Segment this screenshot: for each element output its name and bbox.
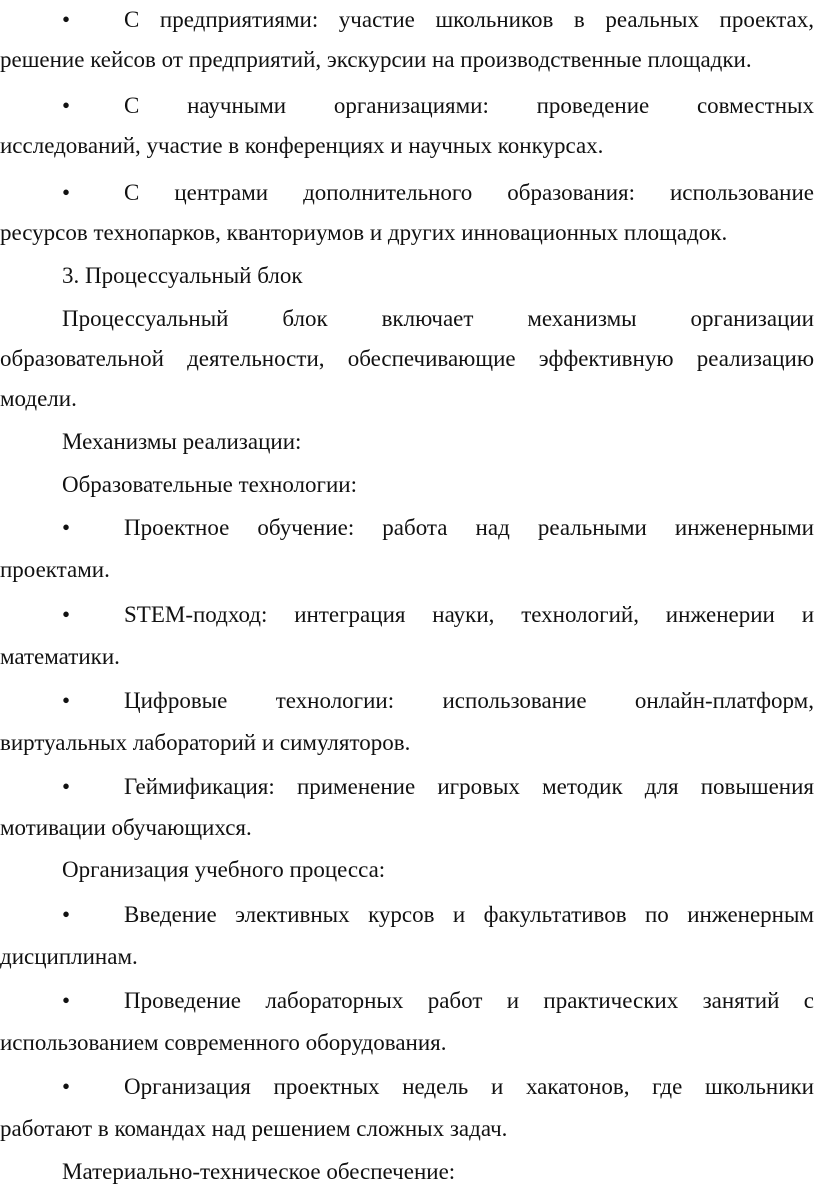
bullet-icon: •	[62, 180, 71, 205]
bullet-icon: •	[62, 602, 71, 627]
bullet-item-enterprises	[62, 5, 814, 35]
paragraph-line: Организация проектных недель и хакатонов, где школьники	[124, 1074, 814, 1099]
bullet-item-stem	[62, 600, 814, 630]
bullet-icon: •	[62, 93, 71, 118]
bullet-item-project-learning	[62, 513, 814, 543]
section-heading: 3. Процессуальный блок	[62, 263, 303, 288]
bullet-icon: •	[62, 688, 71, 713]
subheading-mechanisms: Механизмы реализации:	[62, 429, 302, 454]
bullet-item-edu-centers	[62, 178, 814, 208]
paragraph-line: ресурсов технопарков, кванториумов и других инновационных площадок.	[0, 220, 728, 245]
paragraph-line: работают в командах над решением сложных задач.	[0, 1116, 508, 1141]
paragraph-line: Проектное обучение: работа над реальными инженерными	[124, 515, 814, 540]
bullet-icon: •	[62, 515, 71, 540]
bullet-item-gamification	[62, 772, 814, 802]
paragraph-line: Проведение лабораторных работ и практических занятий с	[124, 988, 814, 1013]
bullet-icon: •	[62, 774, 71, 799]
paragraph-line: модели.	[0, 386, 77, 411]
paragraph-line: виртуальных лабораторий и симуляторов.	[0, 730, 411, 755]
bullet-icon: •	[62, 7, 71, 32]
bullet-icon: •	[62, 902, 71, 927]
bullet-item-labs	[62, 986, 814, 1016]
paragraph-line: решение кейсов от предприятий, экскурсии на производственные площадки.	[0, 47, 752, 72]
subheading-technologies: Образовательные технологии:	[62, 472, 357, 497]
bullet-icon: •	[62, 988, 71, 1013]
paragraph-line: проектами.	[0, 557, 110, 582]
paragraph-line: С центрами дополнительного образования: использование	[124, 180, 814, 205]
paragraph-line: Введение элективных курсов и факультативов по инженерным	[124, 902, 814, 927]
paragraph-line: Цифровые технологии: использование онлайн-платформ,	[124, 688, 814, 713]
paragraph-line: использованием современного оборудования.	[0, 1030, 447, 1055]
paragraph-line: Процессуальный блок включает механизмы организации	[62, 306, 814, 331]
bullet-item-science-orgs	[62, 91, 814, 121]
paragraph-line: дисциплинам.	[0, 944, 138, 969]
bullet-icon: •	[62, 1074, 71, 1099]
paragraph-line: математики.	[0, 644, 120, 669]
paragraph-line: образовательной деятельности, обеспечивающие эффективную реализацию	[0, 346, 814, 371]
bullet-item-hackathons	[62, 1072, 814, 1102]
paragraph-line: С предприятиями: участие школьников в реальных проектах,	[124, 7, 814, 32]
subheading-process: Организация учебного процесса:	[62, 857, 386, 882]
bullet-item-digital	[62, 686, 814, 716]
bullet-item-electives	[62, 900, 814, 930]
paragraph-line: STEM-подход: интеграция науки, технологий, инженерии и	[124, 602, 814, 627]
paragraph-line: Геймификация: применение игровых методик для повышения	[124, 774, 814, 799]
paragraph-line: исследований, участие в конференциях и научных конкурсах.	[0, 133, 604, 158]
paragraph-line: С научными организациями: проведение совместных	[124, 93, 814, 118]
subheading-material: Материально-техническое обеспечение:	[62, 1159, 456, 1184]
paragraph-line: мотивации обучающихся.	[0, 815, 252, 840]
